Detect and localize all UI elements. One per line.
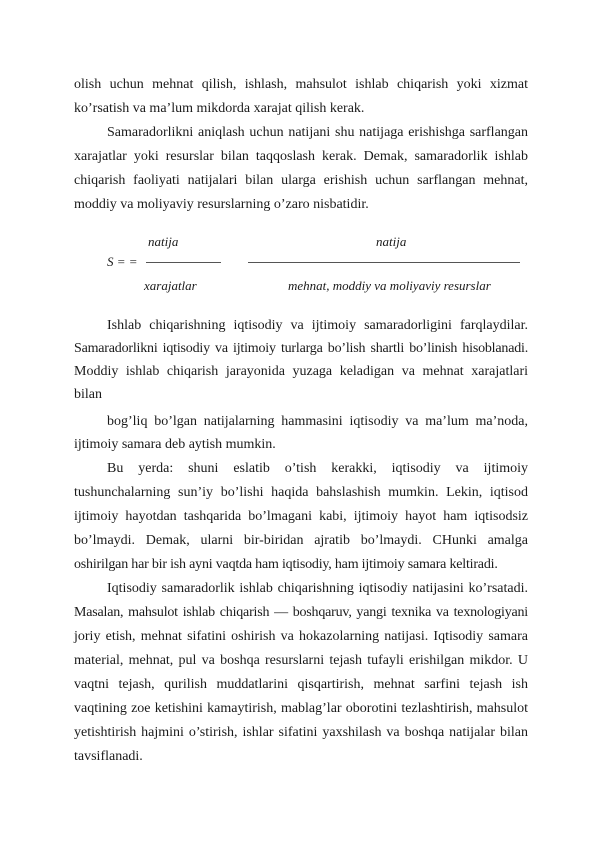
text-line: tavsiflanadi. [74,749,143,764]
formula-lhs: S = = [107,254,138,269]
text-line: vaqtni tejash, qurilish muddatlarini qisqartirish, mehnat sarfini tejash ish [74,677,528,692]
fraction-2-denominator: mehnat, moddiy va moliyaviy resurslar [288,278,491,293]
text-line: Samaradorlikni iqtisodiy va ijtimoiy turlarga bo’lish shartli bo’linish hisoblanadi. [74,341,528,356]
text-line: xarajatlar yoki resurslar bilan taqqoslash kerak. Demak, samaradorlik ishlab [74,149,528,164]
text-line: Ishlab chiqarishning iqtisodiy va ijtimoiy samaradorligini farqlaydilar. [107,318,528,333]
text-line: tushunchalarning sun’iy bo’lishi haqida bahslashish mumkin. Lekin, iqtisod [74,485,528,500]
text-line: ko’rsatish va ma’lum mikdorda xarajat qilish kerak. [74,101,365,116]
text-line: material, mehnat, pul va boshqa resurslarni tejash tufayli erishilgan mikdor. U [74,653,528,668]
text-line: ijtimoiy hayotdan tashqarida bo’lmagani kabi, ijtimoiy hayot ham iqtisodsiz [74,509,528,524]
text-line: Bu yerda: shuni eslatib o’tish kerakki, iqtisodiy va ijtimoiy [107,461,528,476]
fraction-1-denominator: xarajatlar [144,278,197,293]
text-line: yetishtirish hajmini o’stirish, ishlar sifatini yaxshilash va boshqa natijalar bilan [74,725,528,740]
text-line: chiqarish faoliyati natijalari bilan ularga erishish uchun sarflangan mehnat, [74,173,528,188]
text-line: oshirilgan har bir ish ayni vaqtda ham iqtisodiy, ham ijtimoiy samara keltiradi. [74,557,498,572]
fraction-2-bar [248,262,520,263]
text-line: joriy etish, mehnat sifatini oshirish va hokazolarning natijasi. Iqtisodiy samara [74,629,528,644]
text-line: bo’lmaydi. Demak, ularni bir-biridan ajratib bo’lmaydi. CHunki amalga [74,533,528,548]
text-line: Samaradorlikni aniqlash uchun natijani shu natijaga erishishga sarflangan [107,125,528,140]
text-line: bilan [74,387,102,402]
fraction-1-numerator: natija [148,234,179,249]
text-line: bog’liq bo’lgan natijalarning hammasini iqtisodiy va ma’lum ma’noda, [107,414,528,429]
text-line: olish uchun mehnat qilish, ishlash, mahsulot ishlab chiqarish yoki xizmat [74,77,528,92]
text-line: Iqtisodiy samaradorlik ishlab chiqarishning iqtisodiy natijasini ko’rsatadi. [107,581,528,596]
text-line: Moddiy ishlab chiqarish jarayonida yuzaga keladigan va mehnat xarajatlari [74,364,528,379]
text-line: Masalan, mahsulot ishlab chiqarish — boshqaruv, yangi texnika va texnologiyani [74,605,528,620]
fraction-2-numerator: natija [376,234,407,249]
text-line: moddiy va moliyaviy resurslarning o’zaro nisbatidir. [74,197,369,212]
text-line: ijtimoiy samara deb aytish mumkin. [74,437,276,452]
text-line: vaqtining zoe ketishini kamaytirish, mablag’lar oborotini tezlashtirish, mahsulot [74,701,528,716]
fraction-1-bar [146,262,221,263]
